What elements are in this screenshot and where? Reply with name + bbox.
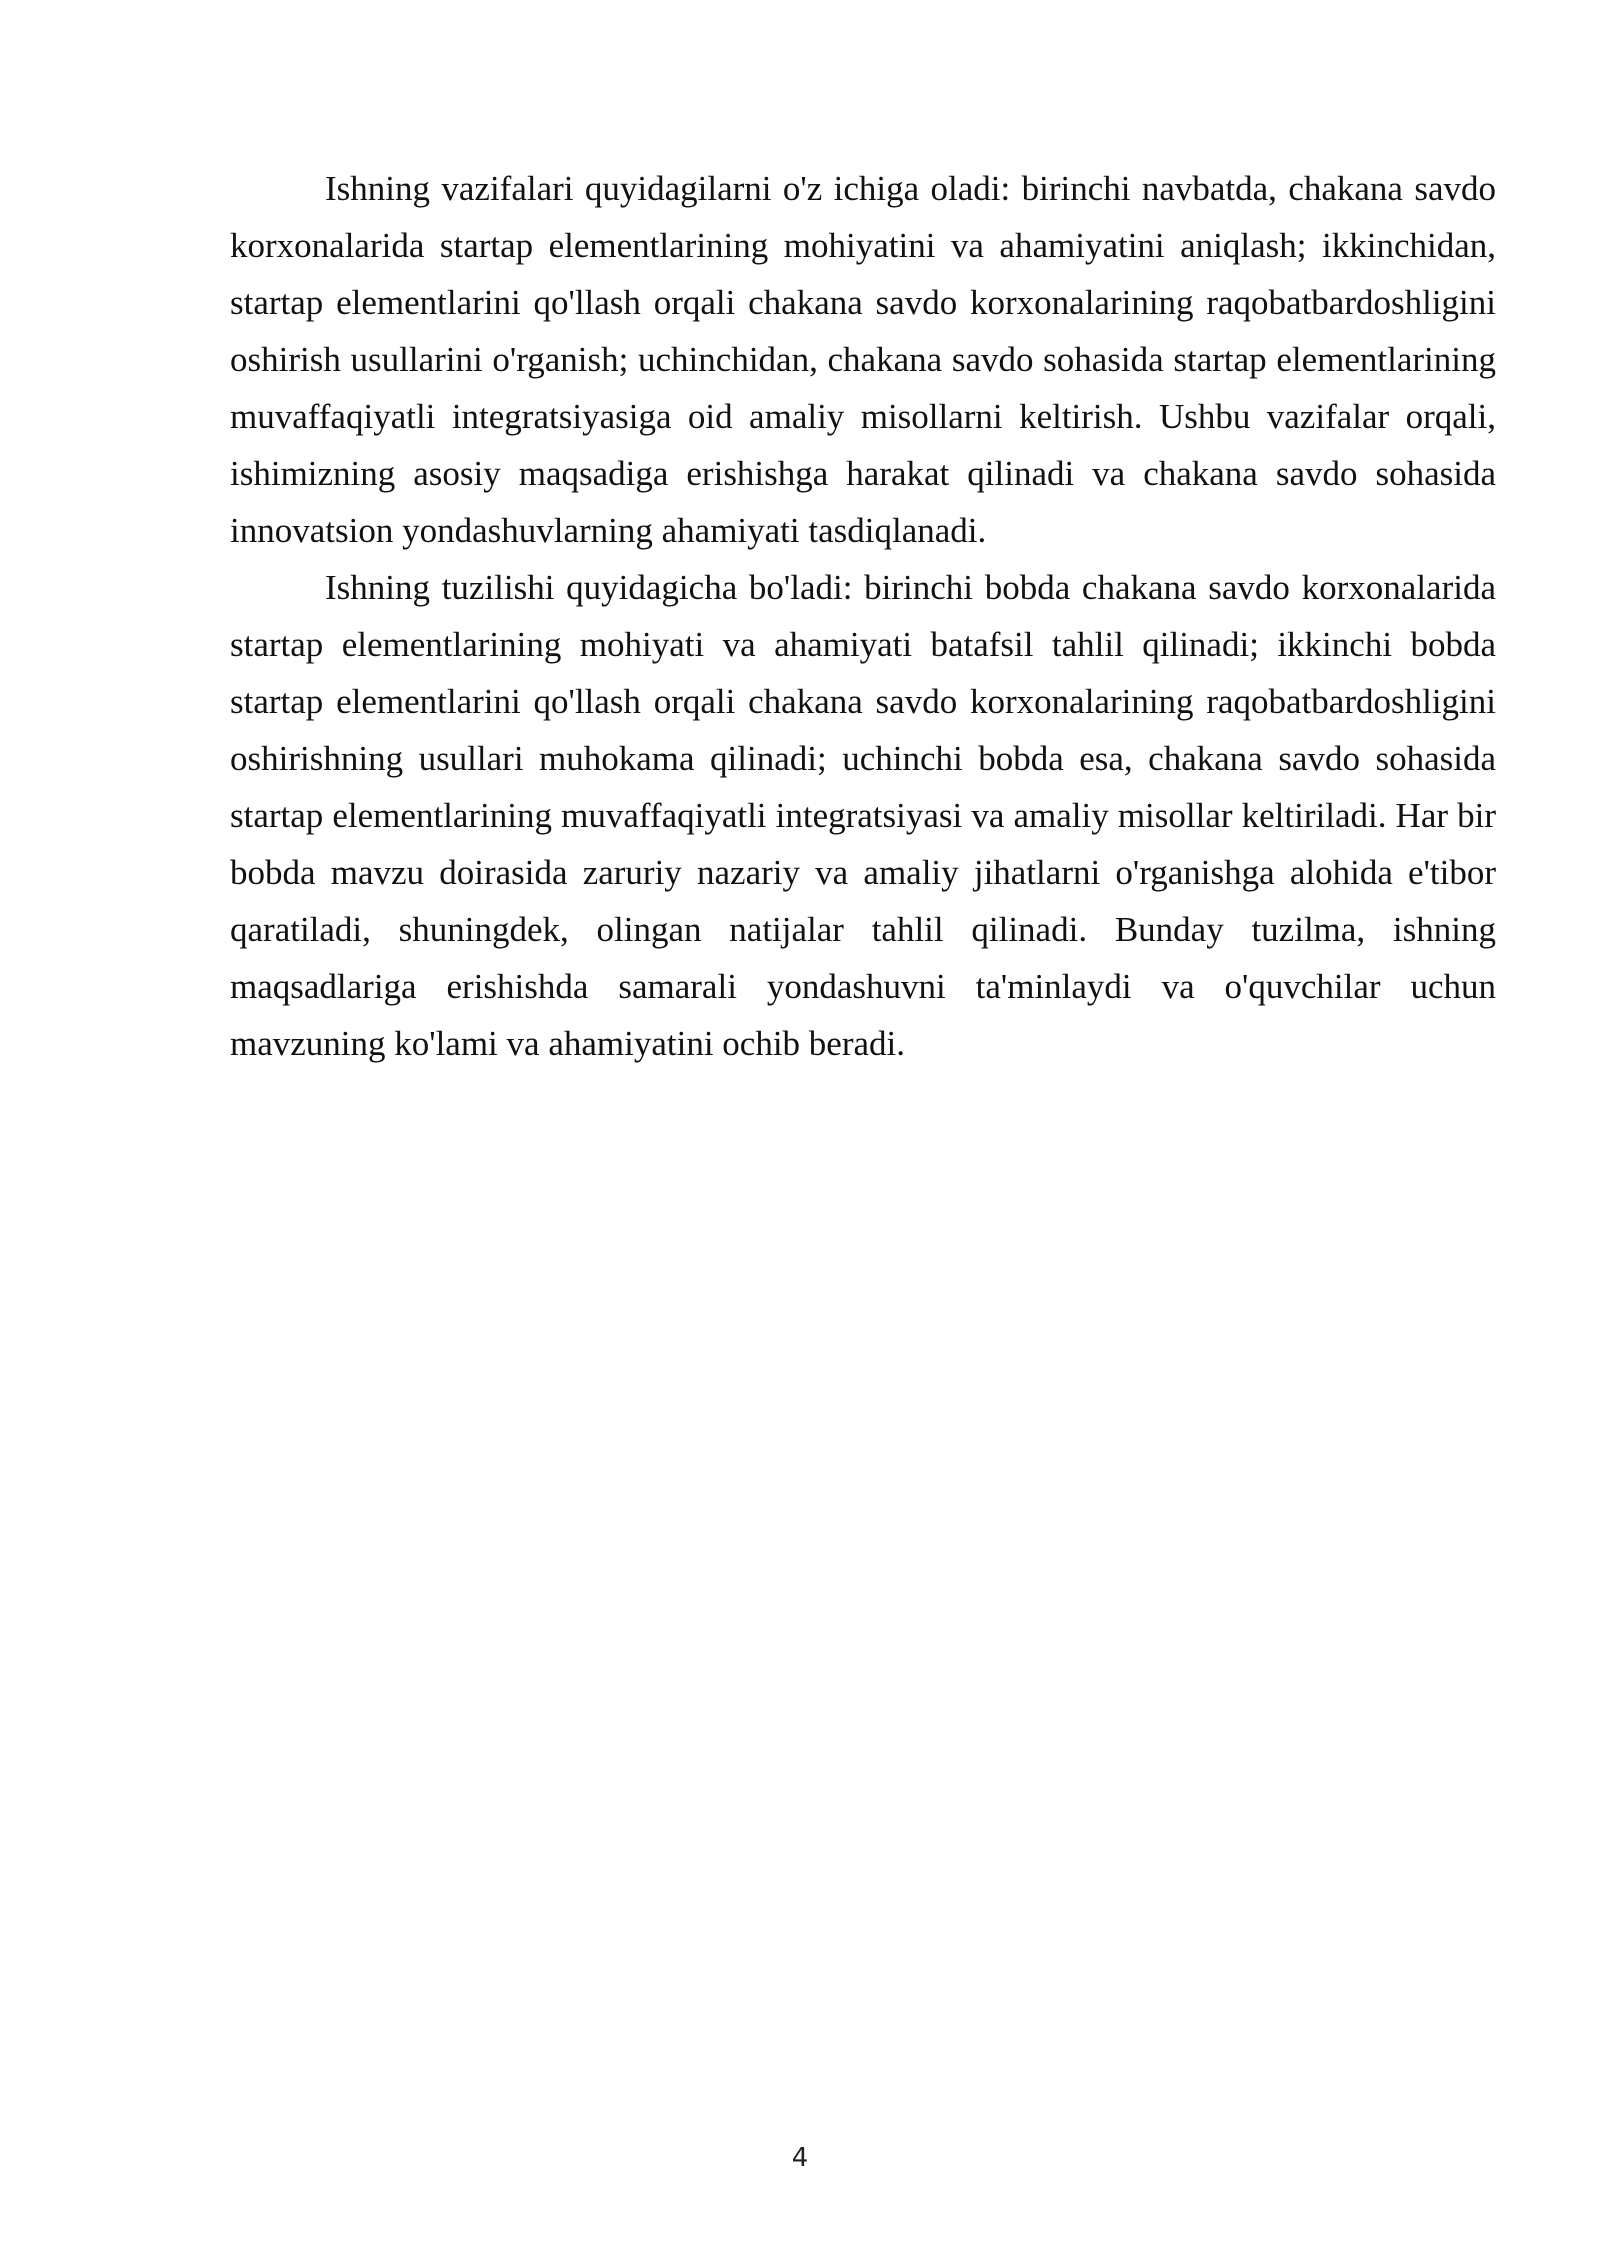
page-number: 4 bbox=[791, 2143, 809, 2173]
paragraph-tasks: Ishning vazifalari quyidagilarni o'z ichiga oladi: birinchi navbatda, chakana savdo korxonalarida startap elementlarining mohiyatini va ahamiyatini aniqlash; ikkinchidan, startap elementlarini qo'llash orqali chakana savdo korxonalarining raqobatbardoshligini oshirish usullarini o'rganish; uchinchidan, chakana savdo sohasida startap elementlarining muvaffaqiyatli integratsiyasiga oid amaliy misollarni keltirish. Ushbu vazifalar orqali, ishimizning asosiy maqsadiga erishishga harakat qilinadi va chakana savdo sohasida innovatsion yondashuvlarning ahamiyati tasdiqlanadi. bbox=[230, 169, 1496, 550]
body-text bbox=[230, 160, 1496, 1072]
paragraph-structure: Ishning tuzilishi quyidagicha bo'ladi: birinchi bobda chakana savdo korxonalarida startap elementlarining mohiyati va ahamiyati batafsil tahlil qilinadi; ikkinchi bobda startap elementlarini qo'llash orqali chakana savdo korxonalarining raqobatbardoshligini oshirishning usullari muhokama qilinadi; uchinchi bobda esa, chakana savdo sohasida startap elementlarining muvaffaqiyatli integratsiyasi va amaliy misollar keltiriladi. Har bir bobda mavzu doirasida zaruriy nazariy va amaliy jihatlarni o'rganishga alohida e'tibor qaratiladi, shuningdek, olingan natijalar tahlil qilinadi. Bunday tuzilma, ishning maqsadlariga erishishda samarali yondashuvni ta'minlaydi va o'quvchilar uchun mavzuning ko'lami va ahamiyatini ochib beradi. bbox=[230, 568, 1496, 1063]
